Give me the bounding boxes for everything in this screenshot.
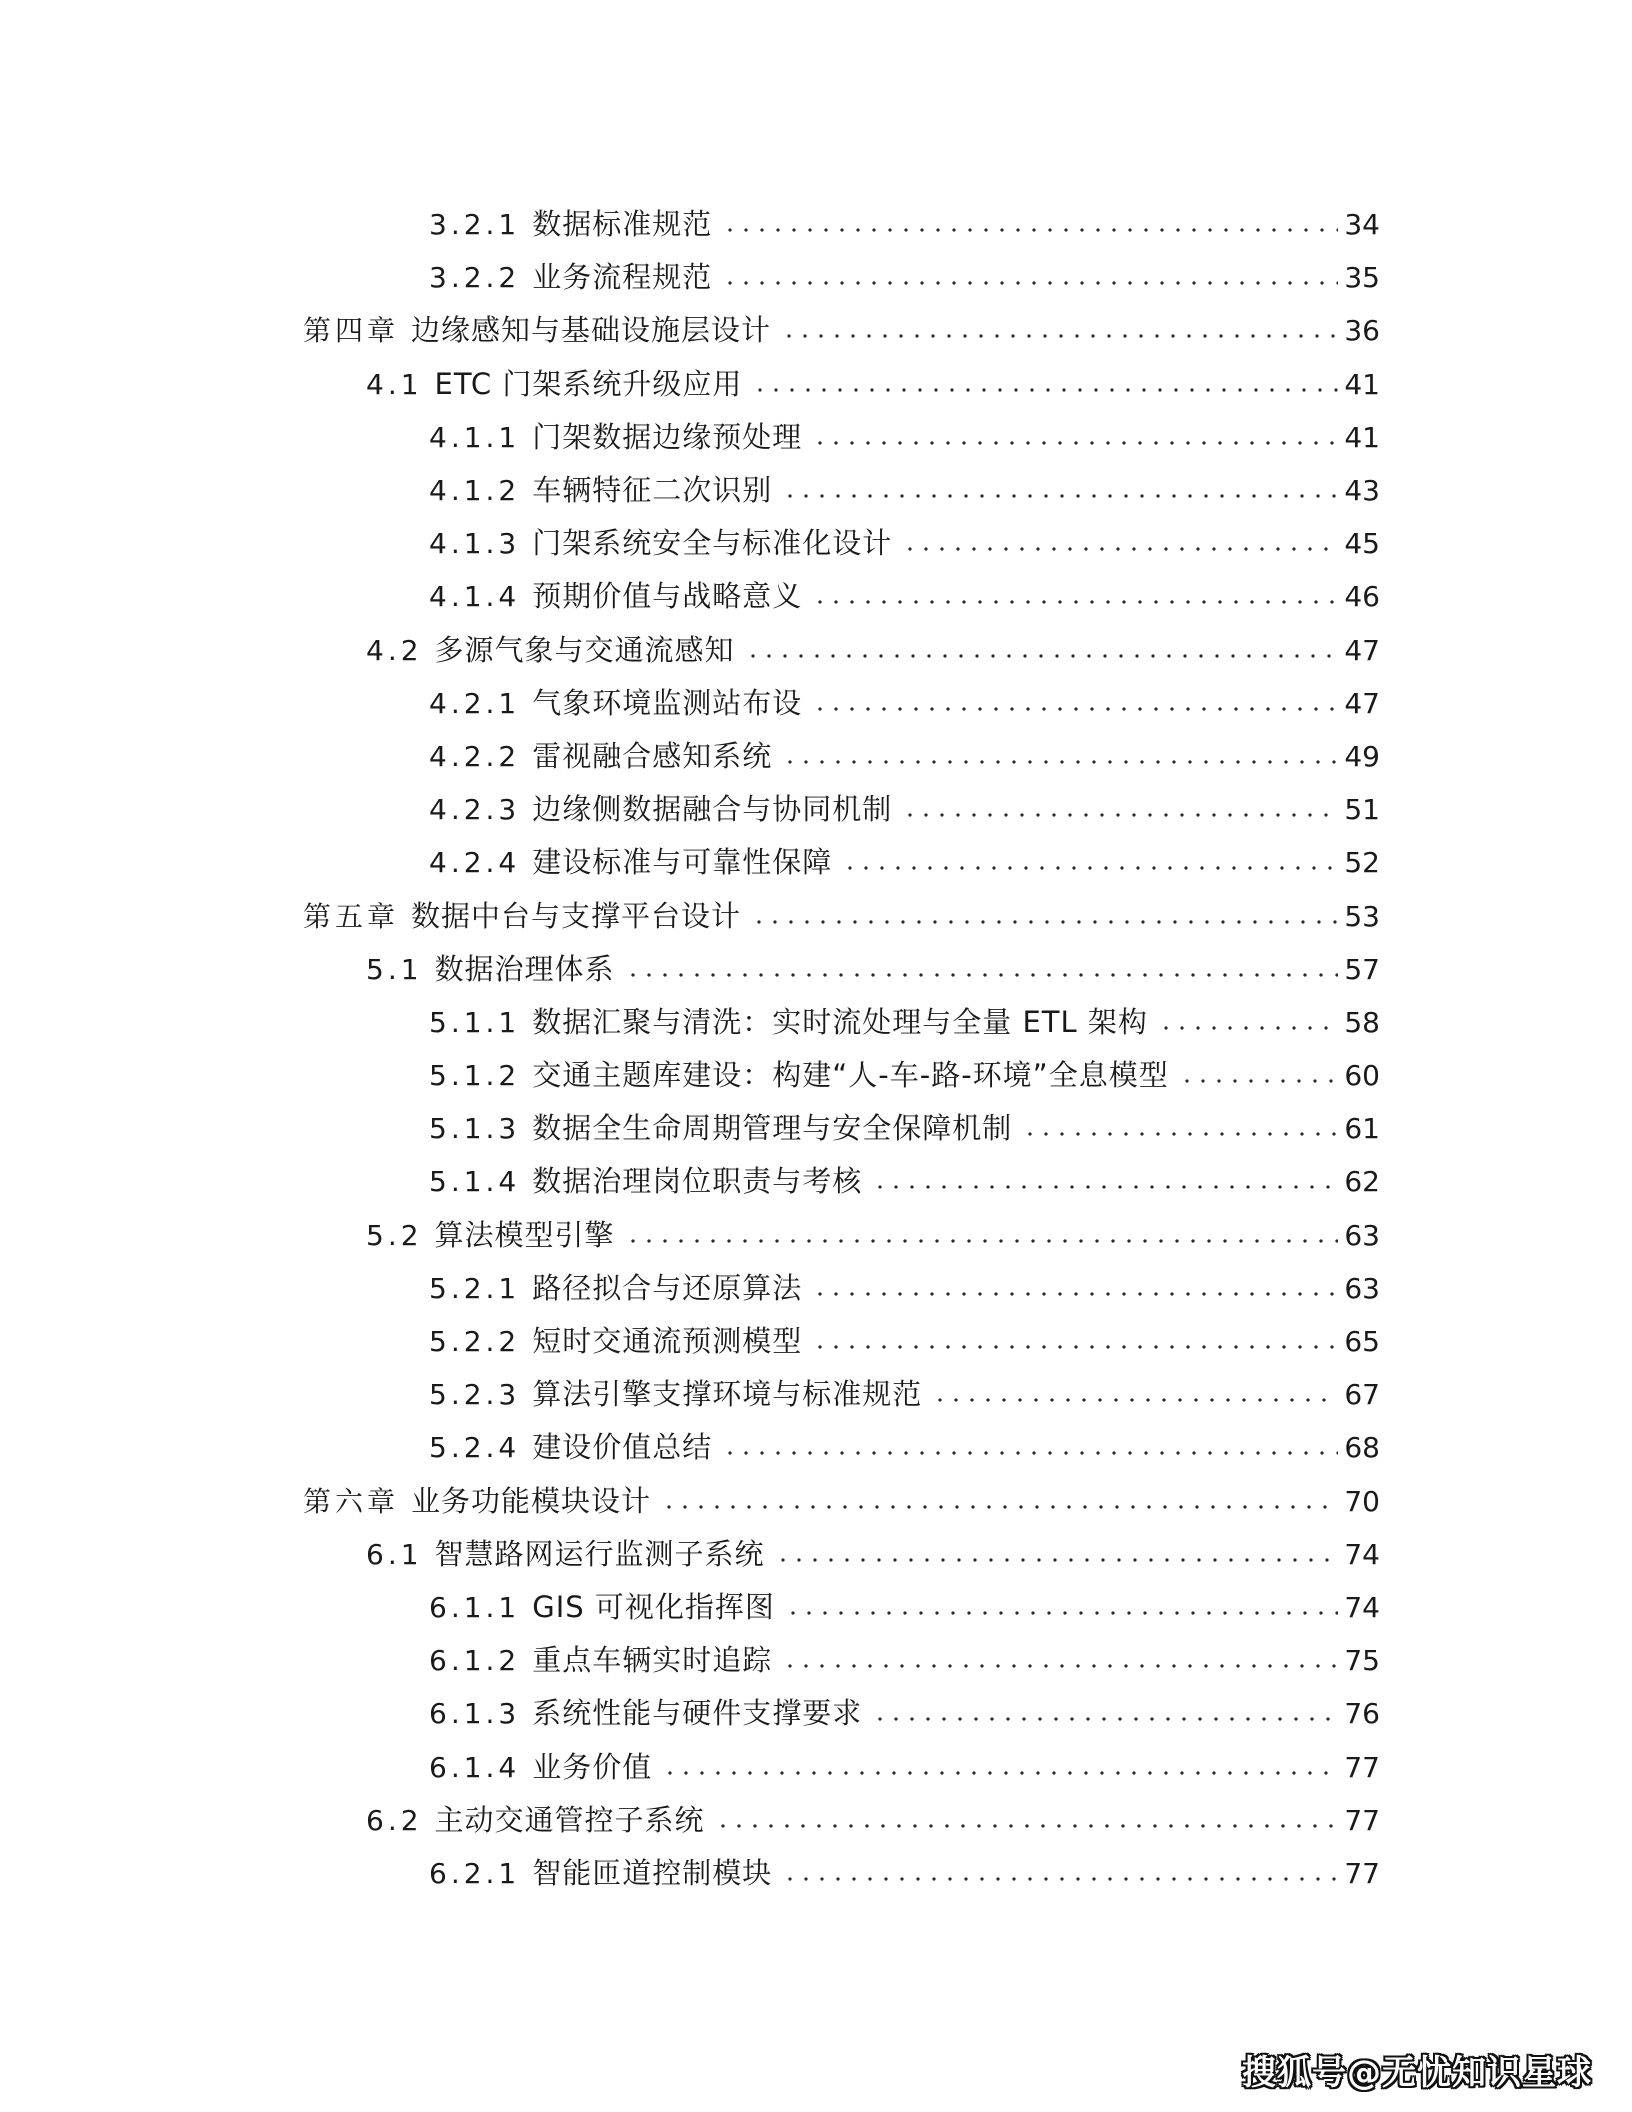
- toc-entry-row: [429, 574, 1380, 615]
- dot-leader: [868, 1167, 1338, 1195]
- toc-entry-page-number: 62: [1344, 1165, 1380, 1199]
- toc-entry-number: 4.1.1: [429, 420, 521, 454]
- toc-entry-title: 雷视融合感知系统: [532, 738, 773, 773]
- toc-entry-title: 车辆特征二次识别: [532, 473, 773, 508]
- toc-entry-number: 5.1: [366, 952, 423, 986]
- toc-entry-page-number: 77: [1344, 1856, 1380, 1890]
- toc-entry-page-number: 36: [1344, 314, 1380, 348]
- toc-entry-row: [429, 1266, 1380, 1307]
- toc-entry-number: 6.2: [366, 1803, 423, 1837]
- toc-entry-number: 6.2.1: [429, 1856, 521, 1890]
- toc-entry[interactable]: [0, 568, 1632, 621]
- toc-entry-title: 边缘感知与基础设施层设计: [411, 313, 772, 348]
- toc-entry[interactable]: [0, 1738, 1632, 1791]
- dot-leader: [718, 1433, 1338, 1461]
- toc-entry-page-number: 49: [1344, 739, 1380, 773]
- toc-entry[interactable]: [0, 302, 1632, 355]
- dot-leader: [711, 1806, 1339, 1834]
- toc-entry-page-number: 74: [1344, 1537, 1380, 1571]
- dot-leader: [748, 370, 1338, 398]
- toc-entry-page-number: 67: [1344, 1378, 1380, 1412]
- dot-leader: [781, 1593, 1338, 1621]
- toc-entry-title: 主动交通管控子系统: [434, 1802, 705, 1837]
- toc-entry-title: 门架系统安全与标准化设计: [532, 526, 893, 561]
- toc-entry-number: 4.2.2: [429, 739, 521, 773]
- toc-entry-number: 5.2: [366, 1218, 423, 1252]
- toc-entry-row: [366, 1532, 1380, 1573]
- toc-entry-title: 交通主题库建设：构建“人-车-路-环境”全息模型: [532, 1058, 1169, 1093]
- toc-entry-page-number: 60: [1344, 1059, 1380, 1093]
- toc-entry-number: 4.2: [366, 633, 423, 667]
- dot-leader: [657, 1487, 1338, 1515]
- toc-entry-number: 6.1.2: [429, 1644, 521, 1678]
- toc-entry[interactable]: [0, 1313, 1632, 1366]
- toc-entry-number: 5.2.2: [429, 1325, 521, 1359]
- toc-entry-page-number: 47: [1344, 633, 1380, 667]
- toc-entry-row: [429, 1425, 1380, 1466]
- toc-entry-page-number: 35: [1344, 261, 1380, 295]
- toc-entry-number: 3.2.1: [429, 208, 521, 242]
- toc-entry-row: [366, 947, 1380, 988]
- toc-entry-row: [429, 202, 1380, 243]
- toc-entry-number: 第五章: [303, 899, 400, 933]
- toc-entry[interactable]: [0, 1260, 1632, 1313]
- toc-entry-number: 5.1.1: [429, 1005, 521, 1039]
- dot-leader: [898, 529, 1338, 557]
- toc-entry[interactable]: [0, 1153, 1632, 1206]
- toc-entry-number: 6.1.4: [429, 1750, 521, 1784]
- toc-entry[interactable]: [0, 1579, 1632, 1632]
- toc-entry-page-number: 34: [1344, 208, 1380, 242]
- toc-entry-page-number: 52: [1344, 846, 1380, 880]
- toc-entry-row: [429, 1053, 1380, 1094]
- dot-leader: [808, 582, 1338, 610]
- toc-entry-page-number: 51: [1344, 793, 1380, 827]
- toc-entry[interactable]: [0, 515, 1632, 568]
- toc-entry-title: 短时交通流预测模型: [532, 1324, 803, 1359]
- toc-entry[interactable]: [0, 781, 1632, 834]
- toc-entry-row: [429, 1000, 1380, 1041]
- table-of-contents: [0, 196, 1632, 1898]
- toc-entry-number: 4.1: [366, 367, 423, 401]
- toc-entry-number: 4.1.4: [429, 580, 521, 614]
- toc-entry-page-number: 46: [1344, 580, 1380, 614]
- toc-entry[interactable]: [0, 1685, 1632, 1738]
- toc-entry-page-number: 68: [1344, 1431, 1380, 1465]
- toc-entry-row: [303, 1479, 1380, 1520]
- toc-entry[interactable]: [0, 1207, 1632, 1260]
- dot-leader: [1018, 1114, 1338, 1142]
- toc-entry[interactable]: [0, 1526, 1632, 1579]
- toc-entry-title: 数据标准规范: [532, 207, 713, 242]
- toc-entry-title: 数据治理岗位职责与考核: [532, 1164, 863, 1199]
- toc-entry-page-number: 58: [1344, 1005, 1380, 1039]
- dot-leader: [621, 1221, 1339, 1249]
- toc-entry-number: 5.1.3: [429, 1112, 521, 1146]
- toc-entry-title: 数据全生命周期管理与安全保障机制: [532, 1111, 1013, 1146]
- dot-leader: [777, 316, 1338, 344]
- toc-entry[interactable]: [0, 196, 1632, 249]
- toc-entry-number: 4.2.1: [429, 686, 521, 720]
- toc-entry-page-number: 77: [1344, 1750, 1380, 1784]
- toc-entry-number: 5.2.1: [429, 1271, 521, 1305]
- toc-entry-page-number: 74: [1344, 1590, 1380, 1624]
- toc-entry[interactable]: [0, 675, 1632, 728]
- dot-leader: [778, 1646, 1338, 1674]
- toc-entry-page-number: 75: [1344, 1644, 1380, 1678]
- toc-entry-row: [303, 308, 1380, 349]
- toc-entry-title: 智能匝道控制模块: [532, 1855, 773, 1890]
- dot-leader: [808, 1274, 1338, 1302]
- toc-entry-number: 4.1.2: [429, 474, 521, 508]
- toc-entry-title: 边缘侧数据融合与协同机制: [532, 792, 893, 827]
- toc-entry-title: 气象环境监测站布设: [532, 685, 803, 720]
- toc-entry[interactable]: [0, 356, 1632, 409]
- dot-leader: [658, 1753, 1338, 1781]
- toc-entry-number: 4.1.3: [429, 527, 521, 561]
- toc-entry[interactable]: [0, 1473, 1632, 1526]
- toc-entry-page-number: 53: [1344, 899, 1380, 933]
- toc-entry-number: 第六章: [303, 1484, 400, 1518]
- toc-entry-row: [366, 1798, 1380, 1839]
- toc-entry-number: 6.1.3: [429, 1697, 521, 1731]
- toc-entry-title: 重点车辆实时追踪: [532, 1643, 773, 1678]
- toc-entry-row: [429, 1691, 1380, 1732]
- dot-leader: [778, 476, 1338, 504]
- dot-leader: [898, 795, 1338, 823]
- toc-entry[interactable]: [0, 941, 1632, 994]
- dot-leader: [808, 689, 1338, 717]
- toc-entry-row: [429, 1106, 1380, 1147]
- toc-entry-row: [429, 734, 1380, 775]
- toc-entry-page-number: 57: [1344, 952, 1380, 986]
- toc-entry-row: [366, 362, 1380, 403]
- toc-entry-title: 数据汇聚与清洗：实时流处理与全量 ETL 架构: [532, 1004, 1148, 1039]
- toc-entry-page-number: 65: [1344, 1325, 1380, 1359]
- toc-entry-page-number: 76: [1344, 1697, 1380, 1731]
- toc-entry-page-number: 61: [1344, 1112, 1380, 1146]
- toc-entry-row: [429, 1638, 1380, 1679]
- toc-entry[interactable]: [0, 1845, 1632, 1898]
- toc-entry-page-number: 63: [1344, 1271, 1380, 1305]
- toc-entry-page-number: 41: [1344, 367, 1380, 401]
- toc-entry-row: [429, 1585, 1380, 1626]
- toc-entry[interactable]: [0, 1366, 1632, 1419]
- toc-entry-title: 门架数据边缘预处理: [532, 419, 803, 454]
- toc-entry-title: 业务流程规范: [532, 260, 713, 295]
- dot-leader: [718, 210, 1338, 238]
- toc-entry-title: GIS 可视化指挥图: [532, 1589, 775, 1624]
- toc-entry[interactable]: [0, 1632, 1632, 1685]
- toc-entry-title: 算法模型引擎: [434, 1217, 615, 1252]
- dot-leader: [1154, 1008, 1338, 1036]
- toc-entry[interactable]: [0, 834, 1632, 887]
- toc-entry[interactable]: [0, 728, 1632, 781]
- toc-entry-row: [366, 628, 1380, 669]
- dot-leader: [868, 1699, 1338, 1727]
- toc-entry-row: [429, 255, 1380, 296]
- toc-entry-page-number: 45: [1344, 527, 1380, 561]
- dot-leader: [621, 955, 1339, 983]
- toc-entry-row: [429, 681, 1380, 722]
- watermark: 搜狐号@无忧知识星球: [1242, 2053, 1592, 2093]
- toc-entry-title: 业务功能模块设计: [411, 1483, 652, 1518]
- dot-leader: [808, 1327, 1338, 1355]
- toc-entry-row: [429, 1319, 1380, 1360]
- dot-leader: [771, 1540, 1339, 1568]
- dot-leader: [718, 263, 1338, 291]
- toc-entry-title: 数据治理体系: [434, 951, 615, 986]
- toc-entry-row: [429, 1745, 1380, 1786]
- toc-entry-page-number: 43: [1344, 474, 1380, 508]
- toc-entry-row: [429, 521, 1380, 562]
- toc-entry-row: [429, 1372, 1380, 1413]
- toc-entry-number: 5.2.3: [429, 1378, 521, 1412]
- toc-entry-row: [429, 468, 1380, 509]
- dot-leader: [838, 848, 1338, 876]
- toc-entry[interactable]: [0, 1792, 1632, 1845]
- toc-entry-page-number: 47: [1344, 686, 1380, 720]
- toc-entry[interactable]: [0, 887, 1632, 940]
- toc-entry-title: 路径拟合与还原算法: [532, 1270, 803, 1305]
- toc-entry-number: 5.1.2: [429, 1059, 521, 1093]
- toc-entry-row: [366, 1213, 1380, 1254]
- toc-entry-title: 数据中台与支撑平台设计: [411, 898, 742, 933]
- dot-leader: [1175, 1061, 1339, 1089]
- dot-leader: [808, 423, 1338, 451]
- toc-entry[interactable]: [0, 409, 1632, 462]
- toc-entry-title: 建设标准与可靠性保障: [532, 845, 833, 880]
- toc-entry-row: [429, 1851, 1380, 1892]
- toc-entry-title: 智慧路网运行监测子系统: [434, 1536, 765, 1571]
- toc-entry-number: 5.2.4: [429, 1431, 521, 1465]
- toc-entry-row: [429, 1159, 1380, 1200]
- dot-leader: [741, 636, 1339, 664]
- toc-entry-row: [429, 787, 1380, 828]
- dot-leader: [778, 1859, 1338, 1887]
- toc-entry-row: [429, 415, 1380, 456]
- toc-entry-row: [303, 894, 1380, 935]
- toc-entry-title: 预期价值与战略意义: [532, 579, 803, 614]
- toc-entry-row: [429, 840, 1380, 881]
- toc-entry[interactable]: [0, 1419, 1632, 1472]
- toc-entry-title: 多源气象与交通流感知: [434, 632, 735, 667]
- toc-entry-number: 6.1: [366, 1537, 423, 1571]
- toc-entry-page-number: 77: [1344, 1803, 1380, 1837]
- toc-entry-number: 6.1.1: [429, 1590, 521, 1624]
- toc-entry-page-number: 63: [1344, 1218, 1380, 1252]
- toc-entry[interactable]: [0, 462, 1632, 515]
- toc-entry-number: 4.2.3: [429, 793, 521, 827]
- toc-entry[interactable]: [0, 1047, 1632, 1100]
- toc-entry-number: 5.1.4: [429, 1165, 521, 1199]
- toc-entry-number: 第四章: [303, 314, 400, 348]
- dot-leader: [747, 902, 1338, 930]
- toc-entry-title: 业务价值: [532, 1749, 653, 1784]
- toc-entry-number: 3.2.2: [429, 261, 521, 295]
- toc-entry[interactable]: [0, 994, 1632, 1047]
- toc-entry-title: 算法引擎支撑环境与标准规范: [532, 1377, 923, 1412]
- toc-entry-title: 系统性能与硬件支撑要求: [532, 1696, 863, 1731]
- toc-entry-title: ETC 门架系统升级应用: [434, 366, 743, 401]
- dot-leader: [778, 742, 1338, 770]
- toc-entry-page-number: 70: [1344, 1484, 1380, 1518]
- toc-entry-title: 建设价值总结: [532, 1430, 713, 1465]
- toc-entry[interactable]: [0, 1100, 1632, 1153]
- toc-entry[interactable]: [0, 249, 1632, 302]
- toc-entry[interactable]: [0, 622, 1632, 675]
- dot-leader: [928, 1380, 1338, 1408]
- toc-entry-number: 4.2.4: [429, 846, 521, 880]
- toc-entry-page-number: 41: [1344, 420, 1380, 454]
